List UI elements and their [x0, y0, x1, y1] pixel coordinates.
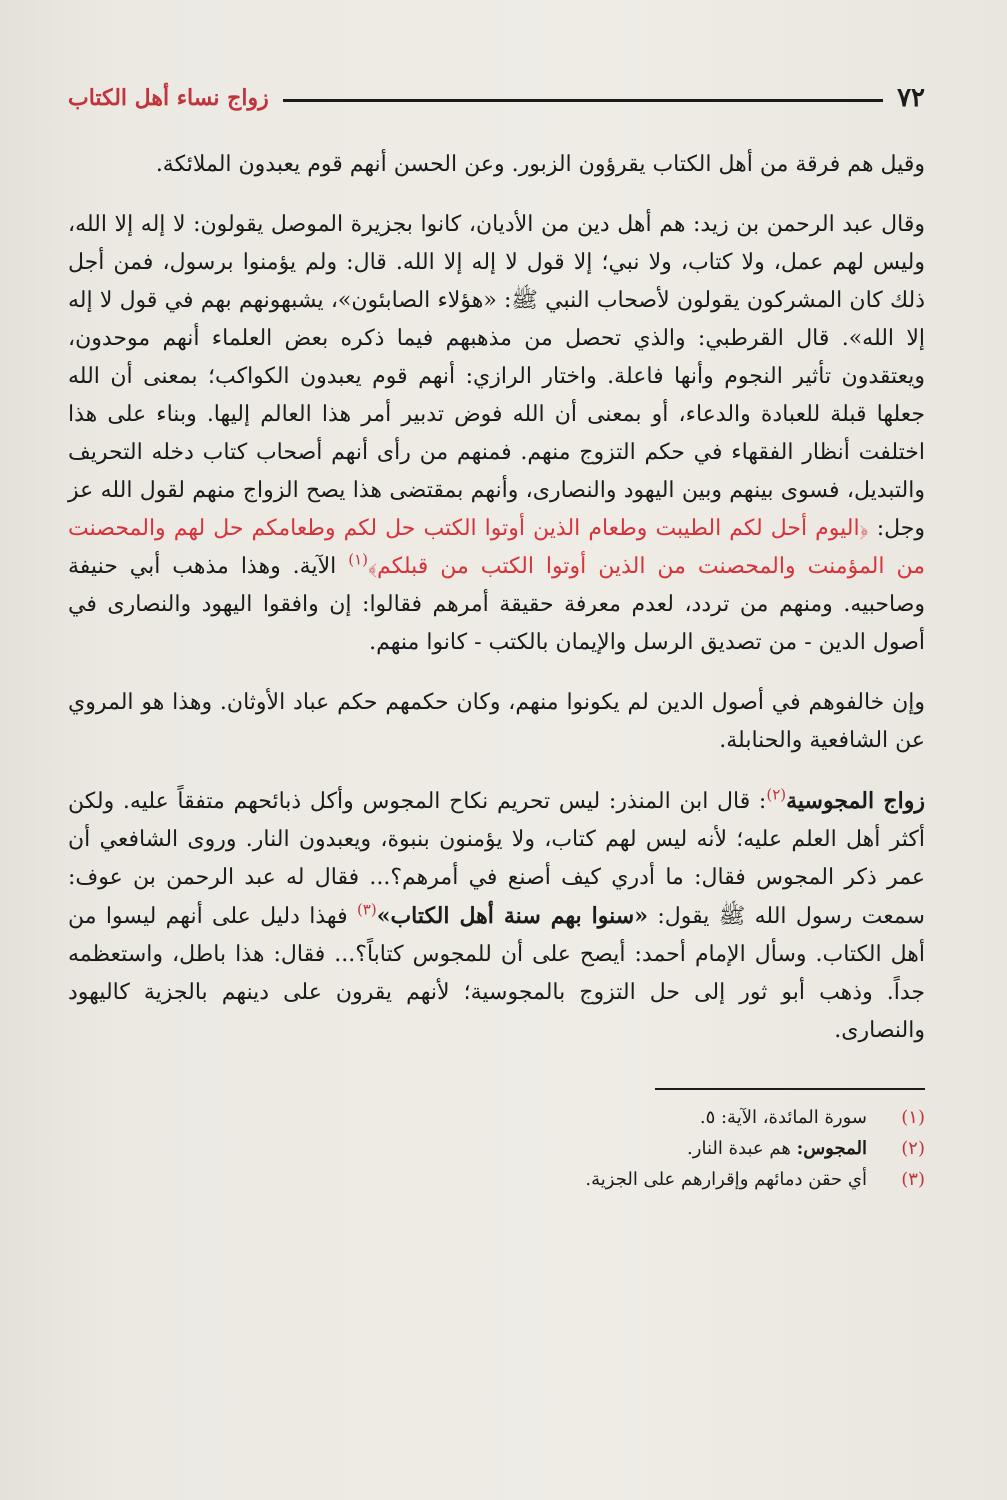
quran-verse: ﴿اليوم أحل لكم الطيبت وطعام الذين أوتوا الكتب حل لكم وطعامكم حل لهم والمحصنت من المؤمنت والمحصنت من الذين أوتوا الكتب من قبلكم﴾	[68, 516, 925, 579]
footnote-ref-1: (١)	[348, 550, 368, 569]
paragraph-4-text-a: : قال ابن المنذر: ليس تحريم نكاح المجوس وأكل ذبائحهم متفقاً عليه. ولكن أكثر أهل العلم عليه؛ لأنه ليس لهم كتاب، ولا يؤمنون بنبوة، ويعبدون النار. وروى الشافعي أن عمر ذكر المجوس فقال: ما أدري كيف أصنع في أمرهم؟... فقال له عبد الرحمن بن عوف: سمعت رسول الله ﷺ يقول:	[68, 789, 925, 929]
footnote-text	[585, 1164, 867, 1195]
paragraph-4-text-b: فهذا دليل على أنهم ليسوا من أهل الكتاب. وسأل الإمام أحمد: أيصح على أن للمجوس كتاباً؟... فقال: هذا باطل، واستعظمه جداً. وذهب أبو ثور إلى حل التزوج بالمجوسية؛ لأنهم يقرون على دينهم بالجزية كاليهود والنصارى.	[68, 904, 925, 1043]
footnote-body: أي حقن دمائهم وإقرارهم على الجزية.	[585, 1169, 867, 1190]
footnote-number: (١)	[901, 1107, 925, 1128]
footnote-label: المجوس:	[796, 1138, 867, 1159]
section-subhead: زواج المجوسية	[786, 788, 925, 814]
hadith-quote: «سنوا بهم سنة أهل الكتاب»	[376, 903, 648, 929]
footnote-body: هم عبدة النار.	[687, 1138, 797, 1159]
paragraph-2	[68, 206, 925, 662]
paragraph-4	[68, 782, 925, 1050]
footnotes	[68, 1102, 925, 1195]
paragraph-1: وقيل هم فرقة من أهل الكتاب يقرؤون الزبور. وعن الحسن أنهم قوم يعبدون الملائكة.	[155, 152, 925, 177]
footnote-rule	[655, 1088, 925, 1090]
footnote-ref-2: (٢)	[766, 785, 787, 804]
body-text	[68, 146, 925, 1050]
footnote-3	[68, 1164, 925, 1195]
header-rule	[283, 99, 883, 102]
footnote-number: (٢)	[901, 1138, 925, 1159]
footnote-2	[68, 1133, 925, 1164]
footnote-body: سورة المائدة، الآية: ٥.	[699, 1107, 867, 1128]
chapter-title: زواج نساء أهل الكتاب	[68, 85, 269, 111]
footnote-1	[68, 1102, 925, 1133]
running-head	[68, 78, 925, 118]
footnote-number: (٣)	[901, 1169, 925, 1190]
paragraph-2-text-a: وقال عبد الرحمن بن زيد: هم أهل دين من الأديان، كانوا بجزيرة الموصل يقولون: لا إله إلا الله، وليس لهم عمل، ولا كتاب، ولا نبي؛ إلا قول لا إله إلا الله. قال: ولم يؤمنوا برسول، فمن أجل ذلك كان المشركون يقولون لأصحاب النبي ﷺ: «هؤلاء الصابئون»، يشبهونهم بهم في قول لا إله إلا الله». قال القرطبي: والذي تحصل من مذهبهم فيما ذكره بعض العلماء أنهم موحدون، ويعتقدون تأثير النجوم وأنها فاعلة. واختار الرازي: أنهم قوم يعبدون الكواكب؛ بمعنى أن الله جعلها قبلة للعبادة والدعاء، أو بمعنى أن الله فوض تدبير أمر هذا العالم إليها. وبناء على هذا اختلفت أنظار الفقهاء في حكم التزوج منهم. فمنهم من رأى أنهم أصحاب كتاب دخله التحريف والتبديل، فسوى بينهم وبين اليهود والنصارى، وأنهم بمقتضى هذا يصح الزواج منهم لقول الله عز وجل:	[68, 212, 925, 541]
paragraph-3: وإن خالفوهم في أصول الدين لم يكونوا منهم، وكان حكمهم حكم عباد الأوثان. وهذا هو المروي عن الشافعية والحنابلة.	[68, 690, 925, 753]
footnote-ref-3: (٣)	[356, 900, 377, 919]
footnote-text	[700, 1102, 867, 1133]
page-number: ٧٢	[897, 83, 925, 113]
footnote-text	[687, 1133, 867, 1164]
paragraph-2-text-b: الآية. وهذا مذهب أبي حنيفة وصاحبيه. ومنهم من تردد، لعدم معرفة حقيقة أمرهم فقالوا: إن وافقوا اليهود والنصارى في أصول الدين - من تصديق الرسل والإيمان بالكتب - كانوا منهم.	[68, 554, 925, 655]
